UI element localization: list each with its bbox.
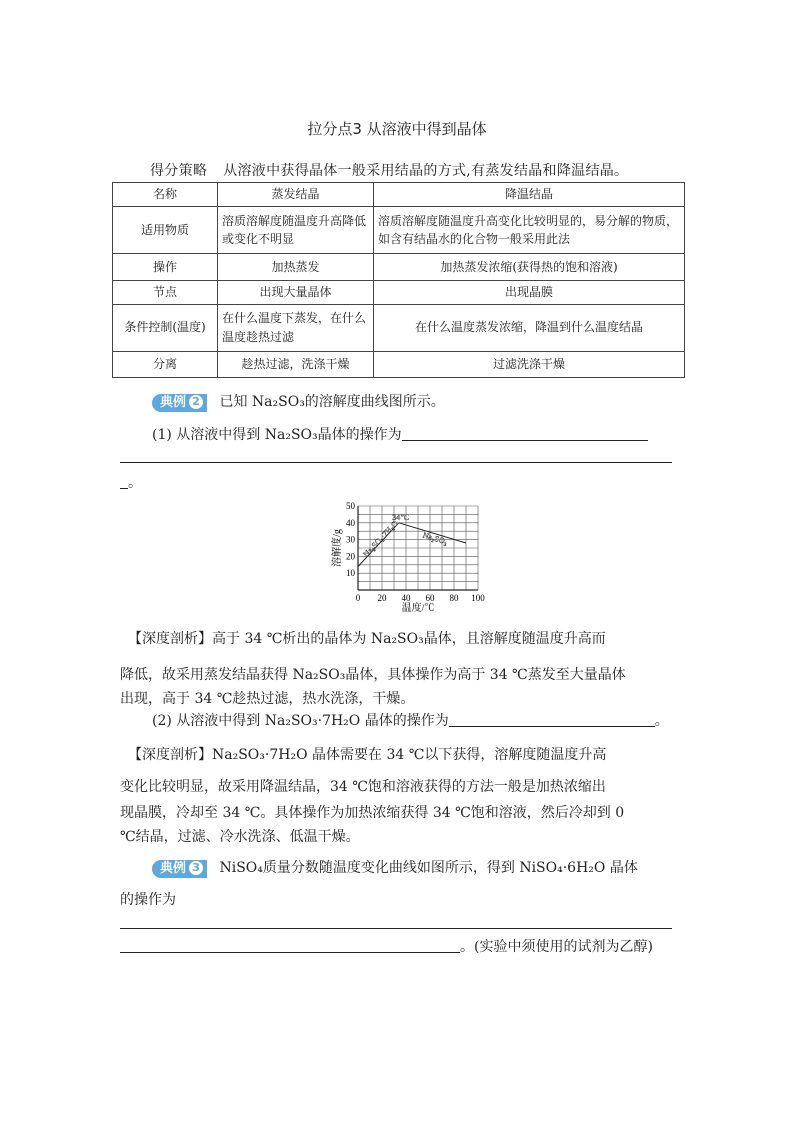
answer-blank-1-line2[interactable] [120,462,672,463]
analysis-1-line2: 降低，故采用蒸发结晶获得 Na₂SO₃晶体，具体操作为高于 34 ℃蒸发至大量晶体 [120,667,626,683]
answer-blank-2[interactable] [449,712,655,727]
y-tick-label: 30 [346,534,355,545]
table-cell: 名称 [113,183,218,207]
analysis-text: 高于 34 ℃析出的晶体为 Na₂SO₃晶体，且溶解度随温度升高而 [212,631,606,647]
example-badge: 典例 3 [152,860,207,878]
y-tick-label: 20 [346,551,355,562]
table-cell: 节点 [113,280,218,304]
x-axis-label: 温度/℃ [401,603,435,612]
analysis-2-line2: 变化比较明显，故采用降温结晶，34 ℃饱和溶液获得的方法一般是加热浓缩出 [120,779,606,795]
table-row [113,207,685,254]
strategy-text: 从溶液中获得晶体一般采用结晶的方式,有蒸发结晶和降温结晶。 [223,163,629,179]
table-row [113,254,685,280]
table-header-row [113,183,685,207]
strategy-line [150,160,628,180]
table-cell: 在什么温度蒸发浓缩，降温到什么温度结晶 [374,304,685,351]
answer-blank-1[interactable] [402,426,648,441]
analysis-2-line3: 现晶膜，冷却至 34 ℃。具体操作为加热浓缩获得 34 ℃饱和溶液，然后冷却到 0 [120,805,625,821]
analysis-label: 【深度剖析】 [128,631,212,647]
period: 。 [654,713,669,729]
page-title: 拉分点3 从溶液中得到晶体 [307,120,487,138]
table-cell: 加热蒸发浓缩(获得热的饱和溶液) [374,254,685,280]
table-cell: 溶质溶解度随温度升高降低或变化不明显 [218,207,374,254]
answer-blank-1-tail[interactable] [120,474,128,489]
x-tick-label: 80 [449,593,459,603]
table-row [113,351,685,377]
peak-annotation: 34℃ [392,512,410,522]
series-label: Na₂SO₃ [421,530,449,547]
example-badge: 典例 2 [152,394,207,412]
analysis-1-line3: 出现，高于 34 ℃趁热过滤，热水洗涤，干燥。 [120,691,415,707]
table-cell: 操作 [113,254,218,280]
chart-plot [330,501,485,612]
question-2-text: (2) 从溶液中得到 Na₂SO₃·7H₂O 晶体的操作为 [152,713,449,729]
example2-stem-line [152,391,445,412]
x-tick-label: 20 [377,593,387,603]
answer-blank-3-line2 [120,936,653,956]
example3-stem-line [152,857,638,878]
y-tick-label: 40 [346,517,355,528]
table-cell: 趁热过滤，洗涤干燥 [218,351,374,377]
analysis-1-line1 [128,628,606,648]
table-cell: 加热蒸发 [218,254,374,280]
question-1-line [152,424,648,444]
table-cell: 溶质溶解度随温度升高变化比较明显的，易分解的物质，如含有结晶水的化合物一般采用此法 [374,207,685,254]
example-number-icon: 3 [189,861,203,875]
y-tick-label: 50 [346,501,355,511]
table-row [113,280,685,304]
example3-line2: 的操作为 [120,892,176,908]
x-tick-label: 60 [425,593,435,603]
table-cell: 适用物质 [113,207,218,254]
table-cell: 条件控制(温度) [113,304,218,351]
period: 。 [128,475,142,491]
table-cell: 过滤洗涤干燥 [374,351,685,377]
example3-tail: 。(实验中须使用的试剂为乙醇) [460,939,653,955]
x-tick-label: 40 [401,593,411,603]
answer-blank-3[interactable] [120,938,460,953]
y-axis-label: 溶解度/g [332,529,343,567]
analysis-text: Na₂SO₃·7H₂O 晶体需要在 34 ℃以下获得，溶解度随温度升高 [212,747,607,763]
example2-stem: 已知 Na₂SO₃的溶解度曲线图所示。 [219,394,445,410]
analysis-2-line4: ℃结晶，过滤、冷水洗涤、低温干燥。 [120,829,360,845]
analysis-label: 【深度剖析】 [128,747,212,763]
series-label: Na₂SO₃·7H₂O [361,518,400,559]
table-cell: 出现晶膜 [374,280,685,304]
answer-blank-3-line1[interactable] [120,928,672,929]
table-cell: 在什么温度下蒸发，在什么温度趁热过滤 [218,304,374,351]
strategy-label: 得分策略 [150,163,208,179]
analysis-2-line1 [128,744,606,764]
question-2-line [152,710,669,730]
table-row [113,304,685,351]
table-cell: 降温结晶 [374,183,685,207]
table-cell: 蒸发结晶 [218,183,374,207]
y-tick-label: 10 [346,568,355,579]
table-cell: 分离 [113,351,218,377]
solubility-chart [326,496,496,612]
x-tick-label: 100 [471,593,485,603]
example3-stem: NiSO₄质量分数随温度变化曲线如图所示，得到 NiSO₄·6H₂O 晶体 [219,860,638,876]
question-1-text: (1) 从溶液中得到 Na₂SO₃晶体的操作为 [152,427,402,443]
answer-blank-1-end [120,472,142,492]
table-cell: 出现大量晶体 [218,280,374,304]
example-number-icon: 2 [189,395,203,409]
crystallization-table [112,182,685,378]
x-tick-label: 0 [355,593,361,603]
